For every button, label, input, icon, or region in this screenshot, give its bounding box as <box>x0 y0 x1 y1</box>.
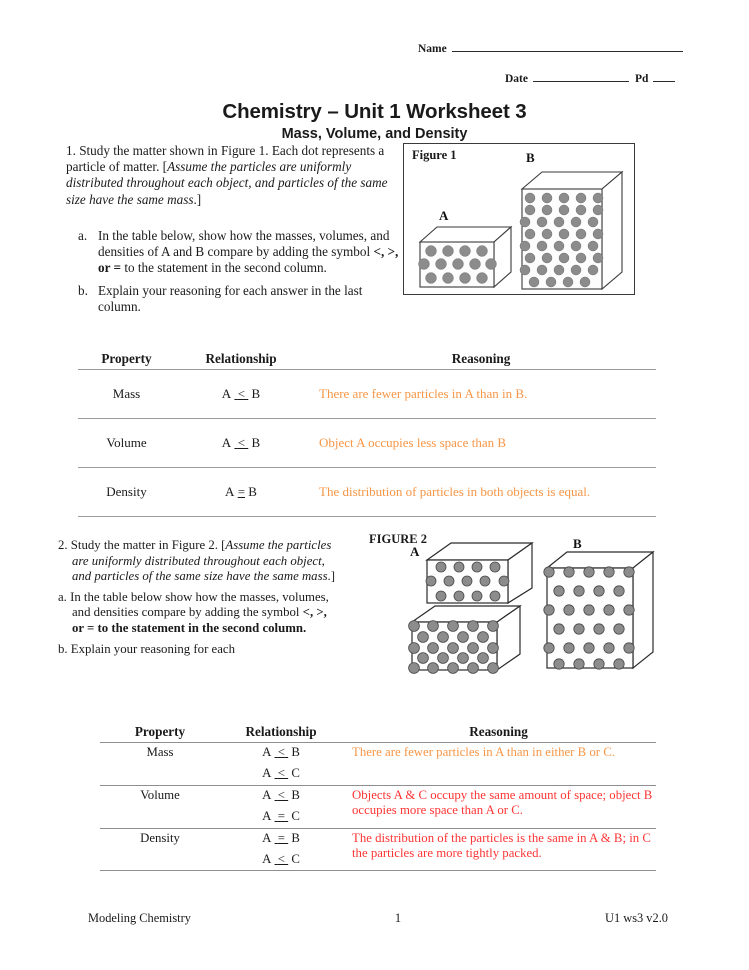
pd-label: Pd <box>635 73 649 85</box>
figure-2-box-b <box>544 552 653 669</box>
question-2-item-a <box>58 590 338 637</box>
page-footer <box>88 911 668 926</box>
figure-1-label: Figure 1 <box>412 148 457 162</box>
figure-2-label: FIGURE 2 <box>369 532 427 546</box>
q2-intro-close: .] <box>327 569 336 584</box>
rel-line-b: A < B <box>262 787 300 802</box>
name-field-row <box>418 40 683 55</box>
rel-line-b: A < B <box>262 745 300 759</box>
figure-2-box-b-label: B <box>573 536 582 551</box>
name-write-line[interactable] <box>452 40 683 52</box>
table-2-row-0-relationship[interactable] <box>220 743 342 786</box>
figure-1-box-a-label: A <box>439 208 449 223</box>
rel-symbol: = <box>237 484 246 499</box>
table-1-row-1-reasoning[interactable]: Object A occupies less space than B <box>307 419 656 468</box>
question-2-block <box>58 538 338 662</box>
q1-intro-italic: Assume the particles are uniformly distributed throughout each object, and particles of the same size have the <box>66 159 388 207</box>
table-2-header-property: Property <box>100 723 220 743</box>
page-title: Chemistry – Unit 1 Worksheet 3 <box>222 100 527 123</box>
figure-2-box-a <box>426 543 532 603</box>
question-2-item-b: b. Explain your reasoning for each <box>58 641 235 656</box>
figure-1-box-b-label: B <box>526 150 535 165</box>
table-1-row-0-property: Mass <box>78 370 175 419</box>
figure-1-box-a <box>419 227 511 287</box>
rel-right: B <box>248 484 257 499</box>
table-row <box>100 828 656 871</box>
rel-symbol: < <box>237 386 246 401</box>
figure-1-graphic <box>404 144 634 294</box>
q1-item-a-text-before: In the table below, show how the masses, volumes, and densities of A and B compare by adding the symbol <box>98 228 390 260</box>
q2-item-a-after: = to the statement in the second column. <box>83 620 307 635</box>
table-2-row-1-relationship[interactable] <box>220 785 342 828</box>
rel-line-c: A < C <box>262 766 300 781</box>
table-2-row-1-reasoning[interactable]: Objects A & C occupy the same amount of space; object B occupies more space than A or C. <box>342 785 656 828</box>
table-1-row-1-property: Volume <box>78 419 175 468</box>
rel-left: A <box>221 386 232 401</box>
table-2-row-0-property: Mass <box>100 743 220 786</box>
table-1-row-2-relationship[interactable] <box>175 468 307 517</box>
q1-item-b-body: Explain your reasoning for each answer in the last column. <box>98 282 363 314</box>
q2-item-a-before: a. In the table below show how the masses, volumes, and densities compare by adding the symbol <box>58 589 329 620</box>
q1-item-a-symbols: <, >, or = <box>98 244 399 276</box>
table-2-header-relationship: Relationship <box>220 723 342 743</box>
table-row <box>78 370 656 419</box>
footer-left: Modeling Chemistry <box>88 911 191 925</box>
table-1-header-relationship: Relationship <box>175 350 307 370</box>
figure-2-box-c <box>409 606 520 673</box>
figure-2-box-a-label: A <box>410 544 420 559</box>
table-1-mass-volume-density <box>78 350 656 517</box>
table-1-header-reasoning: Reasoning <box>307 350 656 370</box>
table-2-row-2-property: Density <box>100 828 220 871</box>
table-1-header-property: Property <box>78 350 175 370</box>
rel-right: B <box>251 435 261 450</box>
footer-right: U1 ws3 v2.0 <box>605 911 668 925</box>
figure-1 <box>403 143 635 295</box>
figure-2 <box>355 530 675 715</box>
table-row <box>78 419 656 468</box>
table-1-row-1-relationship[interactable] <box>175 419 307 468</box>
pd-write-line[interactable] <box>653 70 675 82</box>
q1-item-b-marker: b. <box>78 282 88 298</box>
question-1-intro <box>66 143 396 208</box>
table-1-row-2-property: Density <box>78 468 175 517</box>
page-subtitle: Mass, Volume, and Density <box>281 126 468 142</box>
date-field-row <box>505 70 685 85</box>
q1-intro-close: .] <box>193 191 202 207</box>
rel-line-c: A = C <box>262 809 300 824</box>
table-2-row-1-property: Volume <box>100 785 220 828</box>
rel-left: A <box>221 435 232 450</box>
rel-left: A <box>225 484 235 499</box>
table-row <box>100 785 656 828</box>
q1-intro-plain: 1. Study the matter shown in Figure 1. Each dot represents a particle of matter. [ <box>66 143 385 175</box>
table-2-header-reasoning: Reasoning <box>342 723 656 743</box>
q1-intro-italic-tail: same mass <box>136 191 194 207</box>
rel-symbol: < <box>237 435 246 450</box>
table-2-row-2-relationship[interactable] <box>220 828 342 871</box>
q1-item-a-body <box>98 228 400 277</box>
table-2-row-0-reasoning[interactable]: There are fewer particles in A than in either B or C. <box>342 743 656 786</box>
q1-item-a-marker: a. <box>78 228 88 243</box>
table-1-header-row <box>78 350 656 370</box>
rel-right: B <box>251 386 261 401</box>
table-row <box>100 743 656 786</box>
table-2-row-2-reasoning[interactable]: The distribution of the particles is the same in A & B; in C the particles are more tightly packed. <box>342 828 656 871</box>
question-1-subitems <box>78 228 400 321</box>
q2-intro-italic: Assume the particles are uniformly distributed throughout each object, and particles of the same size have the same mass <box>72 538 332 584</box>
question-2-intro <box>58 538 338 585</box>
figure-1-box-b <box>520 172 622 289</box>
list-item <box>78 283 400 315</box>
date-write-line[interactable] <box>533 70 629 82</box>
q2-item-a-symbols: <, >, or <box>72 605 327 635</box>
table-row <box>78 468 656 517</box>
table-1-row-0-relationship[interactable] <box>175 370 307 419</box>
table-1-row-2-reasoning[interactable]: The distribution of particles in both objects is equal. <box>307 468 656 517</box>
q2-intro-plain: 2. Study the matter in Figure 2. [ <box>58 538 226 552</box>
rel-line-b: A = B <box>262 830 300 845</box>
q1-item-a-text-after: to the statement in the second column. <box>121 260 327 276</box>
table-2-mass-volume-density <box>100 723 656 871</box>
list-item <box>78 228 400 277</box>
figure-2-graphic <box>355 530 675 715</box>
table-1-row-0-reasoning[interactable]: There are fewer particles in A than in B. <box>307 370 656 419</box>
rel-line-c: A < C <box>262 852 300 867</box>
table-2-header-row <box>100 723 656 743</box>
name-label: Name <box>418 43 447 55</box>
footer-page-number: 1 <box>394 911 402 925</box>
date-label: Date <box>505 73 528 85</box>
